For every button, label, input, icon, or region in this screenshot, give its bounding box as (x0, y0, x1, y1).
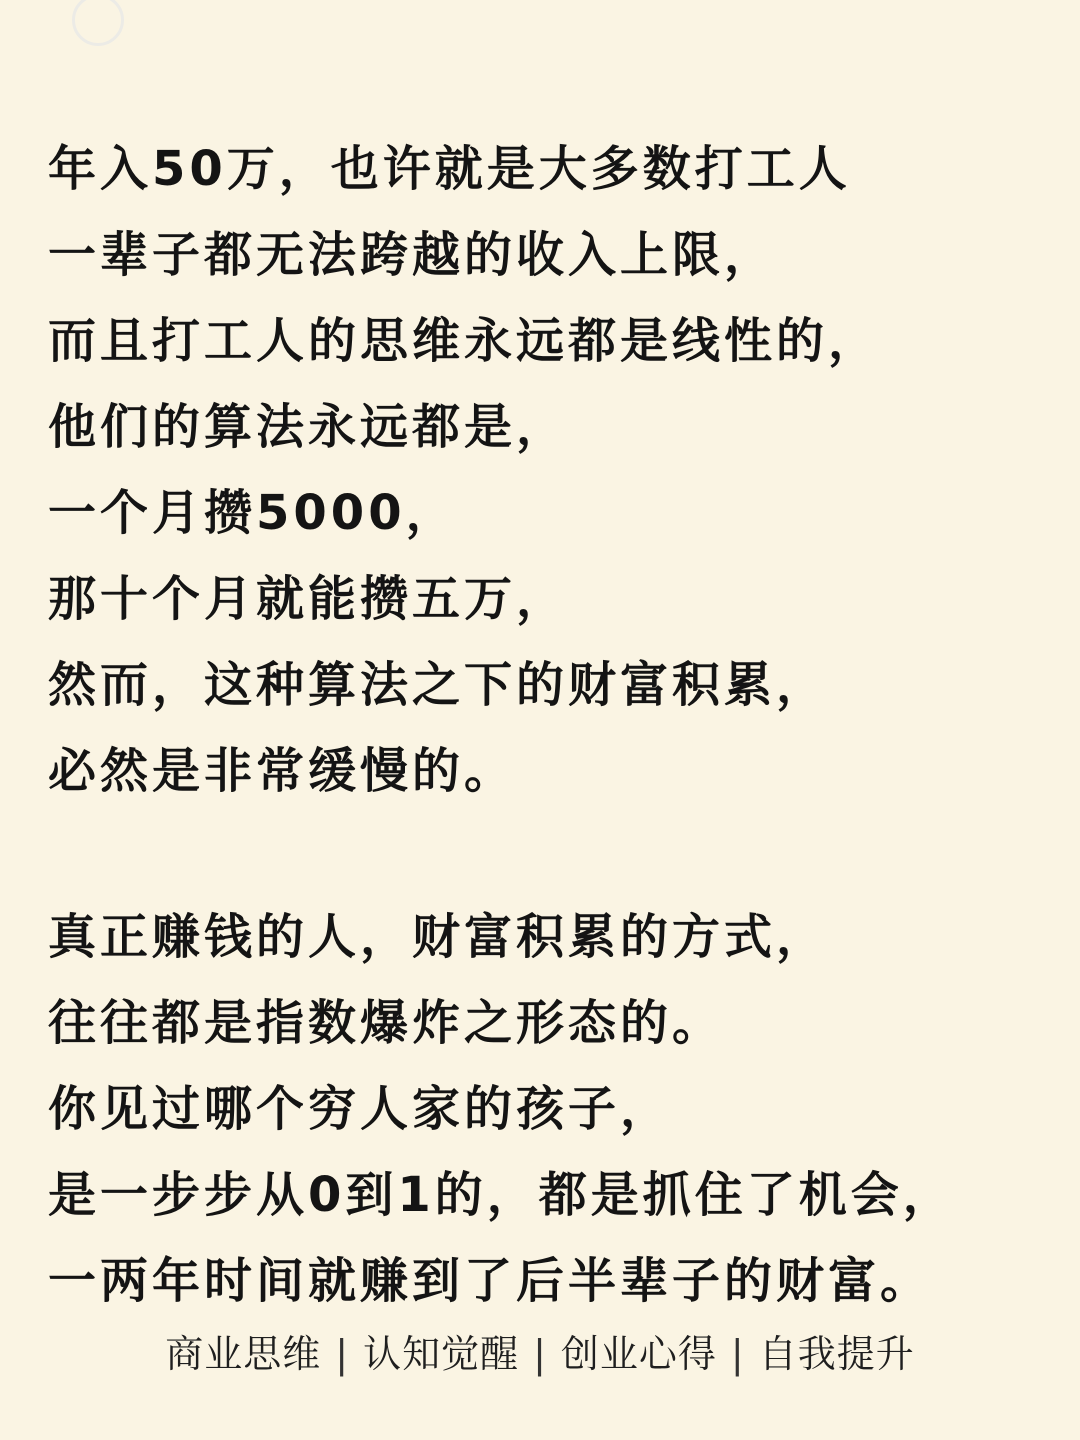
text-line: 一个月攒5000， (48, 485, 458, 541)
text-line: 是一步步从0到1的，都是抓住了机会， (48, 1167, 955, 1223)
text-line: 往往都是指数爆炸之形态的。 (48, 995, 725, 1051)
paragraph-one (48, 126, 1058, 814)
footer-separator: | (730, 1332, 745, 1376)
text-line: 一辈子都无法跨越的收入上限， (48, 227, 777, 283)
text-line: 而且打工人的思维永远都是线性的， (48, 313, 881, 369)
text-line: 年入50万，也许就是大多数打工人 (48, 141, 851, 197)
text-line: 那十个月就能攒五万， (48, 571, 569, 627)
text-line: 你见过哪个穷人家的孩子， (48, 1081, 673, 1137)
footer-tag-business-thinking: 商业思维 (165, 1332, 322, 1376)
footer-separator: | (335, 1332, 350, 1376)
footer-tag-startup-insights: 创业心得 (560, 1332, 717, 1376)
text-line: 一两年时间就赚到了后半辈子的财富。 (48, 1253, 933, 1309)
footer-tag-self-improvement: 自我提升 (758, 1332, 915, 1376)
text-line: 真正赚钱的人，财富积累的方式， (48, 909, 829, 965)
paragraph-two (48, 894, 1058, 1324)
footer-separator: | (533, 1332, 547, 1376)
text-line: 他们的算法永远都是， (48, 399, 569, 455)
text-line: 必然是非常缓慢的。 (48, 743, 517, 799)
text-line: 然而，这种算法之下的财富积累， (48, 657, 829, 713)
footer-tag-cognitive-awakening: 认知觉醒 (363, 1332, 520, 1376)
corner-circle-icon (72, 0, 124, 46)
footer-tags (0, 1322, 1080, 1386)
